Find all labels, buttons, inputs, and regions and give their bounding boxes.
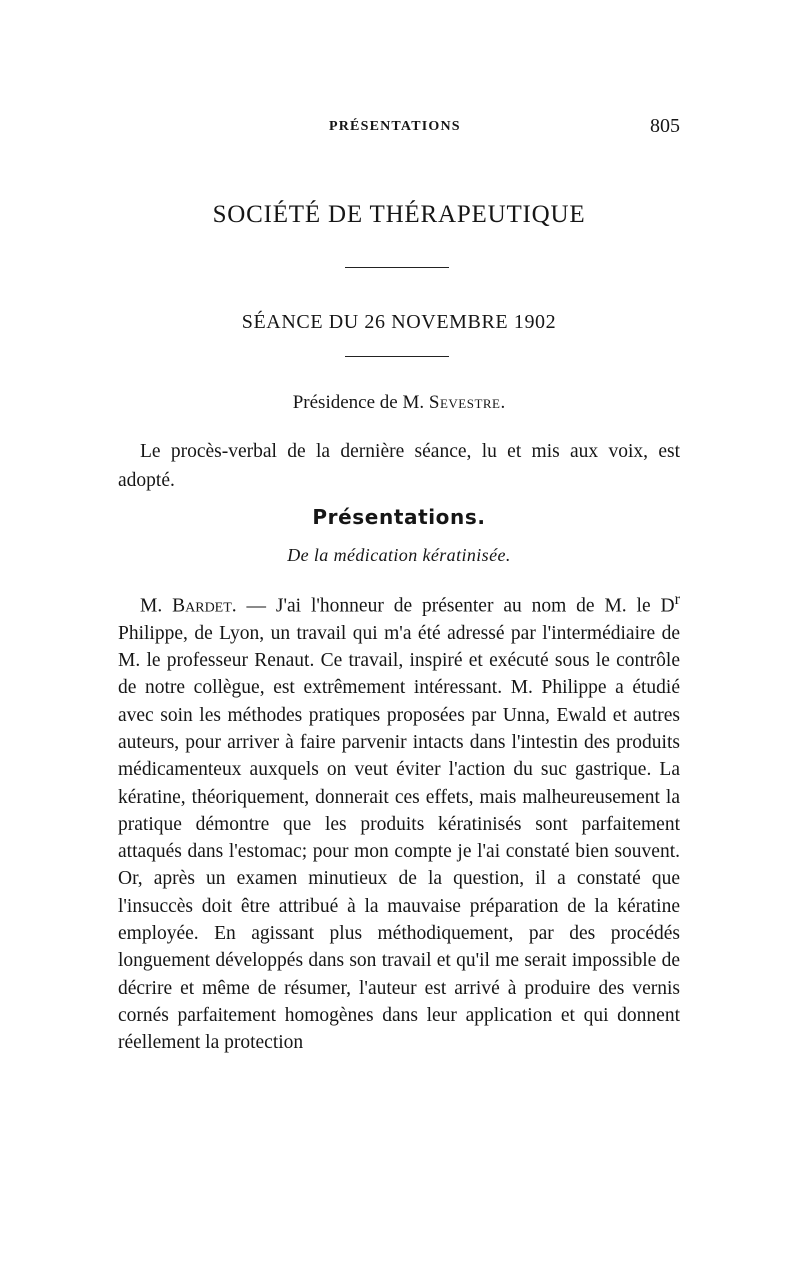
title-rule-top	[345, 267, 449, 268]
presidency-line	[118, 392, 680, 414]
session-title: SÉANCE DU 26 NOVEMBRE 1902	[241, 311, 557, 333]
body-paragraph	[118, 586, 680, 1057]
body-text-part2: Philippe, de Lyon, un travail qui m'a été adressé par l'intermédiaire de M. le professeur Renaut. Ce travail, inspiré et exécuté sous le contrôle de notre collègue, est extrêmement intéressant. M. Philippe a étudié avec soin les méthodes pratiques proposées par Unna, Ewald et autres auteurs, pour arriver à faire parvenir intacts dans l'intestin des produits médicamenteux auxquels on veut éviter l'action du suc gastrique. La kératine, théoriquement, donnerait ces effets, mais malheureusement la pratique démontre que les produits kératinisés sont parfaitement attaqués dans l'estomac; pour mon compte je l'ai constaté bien souvent. Or, après un examen minutieux de la question, il a constaté que l'insuccès doit être attribué à la mauvaise préparation de la kératine employée. En agissant plus méthodiquement, par des procédés longuement développés dans son travail et qu'il me serait impossible de décrire et même de résumer, l'auteur est arrivé à produire des vernis cornés parfaitement homogènes dans leur application et qui donnent réellement la protection	[118, 622, 680, 1054]
society-title: SOCIÉTÉ DE THÉRAPEUTIQUE	[212, 201, 586, 228]
running-title: PRÉSENTATIONS	[329, 119, 461, 134]
presidency-suffix: .	[500, 392, 506, 413]
speaker-prefix: M.	[140, 595, 173, 617]
section-heading: Présentations.	[312, 505, 486, 529]
presidency-prefix: Présidence de M.	[292, 392, 429, 413]
body-text-part1: J'ai l'honneur de présenter au nom de M. le D	[275, 595, 675, 617]
speaker-name: Bardet	[172, 595, 232, 617]
running-head	[118, 117, 680, 139]
minutes-paragraph: Le procès-verbal de la dernière séance, lu et mis aux voix, est adopté.	[118, 441, 680, 491]
speaker-suffix: . —	[231, 595, 276, 617]
article-subheading: De la médication kératinisée.	[287, 545, 511, 565]
president-name: Sevestre	[428, 392, 501, 413]
book-page	[118, 0, 680, 1262]
page-number: 805	[650, 115, 680, 137]
title-rule-bottom	[345, 356, 449, 357]
doctor-abbrev-superscript: r	[674, 590, 681, 608]
